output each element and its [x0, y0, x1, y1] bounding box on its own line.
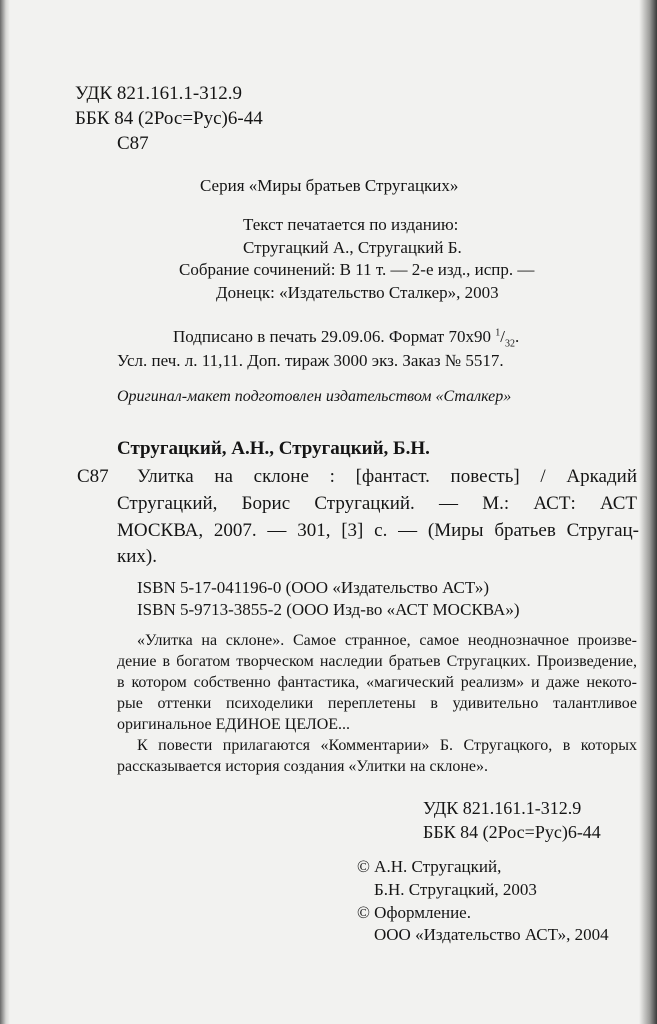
annotation-p2-line-2: рассказывается история создания «Улитки на склоне». — [117, 758, 489, 775]
annotation-p1-line-1: «Улитка на склоне». Самое странное, самое неоднозначное произве- — [137, 632, 637, 649]
catalog-line-2: Стругацкий, Борис Стругацкий. — М.: АСТ: АСТ — [117, 493, 637, 514]
page-edge-left — [0, 0, 10, 1024]
copyright-line-2: Б.Н. Стругацкий, 2003 — [374, 880, 537, 899]
copyright-line-3: © Оформление. — [357, 903, 471, 922]
udk-code-bottom: УДК 821.161.1-312.9 — [423, 798, 582, 818]
format-fraction-numerator: 1 — [495, 327, 501, 339]
author-mark: С87 — [117, 133, 149, 154]
annotation-p2-line-1: К повести прилагаются «Комментарии» Б. Стругацкого, в которых — [137, 737, 637, 754]
print-info-line-1: Подписано в печать 29.09.06. Формат 70x90 $^1/_{32}$. — [173, 327, 520, 350]
edition-note-line-1: Текст печатается по изданию: — [243, 215, 459, 234]
catalog-line-1: Улитка на склоне : [фантаст. повесть] / Аркадий — [137, 466, 637, 487]
bbk-code: ББК 84 (2Рос=Рус)6-44 — [75, 108, 263, 129]
layout-credit: Оригинал-макет подготовлен издательством «Сталкер» — [117, 388, 512, 405]
isbn-ast-moskva: ISBN 5-9713-3855-2 (ООО Изд-во «АСТ МОСКВА») — [137, 600, 520, 619]
print-info-suffix: . — [514, 327, 520, 346]
annotation-p1-line-4: рые оттенки психоделики переплетены в удивительно талантливое — [117, 695, 637, 712]
catalog-line-4: ких). — [117, 546, 157, 567]
format-fraction-denominator: 32 — [504, 338, 515, 350]
copyright-line-1: © А.Н. Стругацкий, — [357, 857, 502, 876]
edition-note-line-3: Собрание сочинений: В 11 т. — 2-е изд., испр. — — [179, 260, 535, 279]
edition-note-line-2: Стругацкий А., Стругацкий Б. — [243, 238, 462, 257]
bbk-code-bottom: ББК 84 (2Рос=Рус)6-44 — [423, 822, 601, 842]
catalog-code: С87 — [77, 466, 109, 487]
print-info-line-2: Усл. печ. л. 11,11. Доп. тираж 3000 экз. Заказ № 5517. — [117, 351, 504, 370]
annotation-p1-line-2: дение в богатом творческом наследии братьев Стругацких. Произведение, — [117, 653, 637, 670]
annotation-p1-line-3: в котором собственно фантастика, «магический реализм» и даже некото- — [117, 674, 637, 691]
udk-code: УДК 821.161.1-312.9 — [75, 83, 242, 104]
catalog-line-3: МОСКВА, 2007. — 301, [3] с. — (Миры братьев Стругац- — [117, 520, 639, 541]
edition-note-line-4: Донецк: «Издательство Сталкер», 2003 — [216, 283, 499, 302]
annotation-p1-line-5: оригинальное ЕДИНОЕ ЦЕЛОЕ... — [117, 716, 351, 733]
copyright-line-4: ООО «Издательство АСТ», 2004 — [374, 925, 609, 944]
page-edge-right — [639, 0, 657, 1024]
catalog-authors: Стругацкий, А.Н., Стругацкий, Б.Н. — [117, 438, 430, 459]
isbn-ast: ISBN 5-17-041196-0 (ООО «Издательство АСТ») — [137, 578, 489, 597]
print-info-text: Подписано в печать 29.09.06. Формат 70x90 — [173, 327, 496, 346]
series-title: Серия «Миры братьев Стругацких» — [200, 176, 459, 195]
